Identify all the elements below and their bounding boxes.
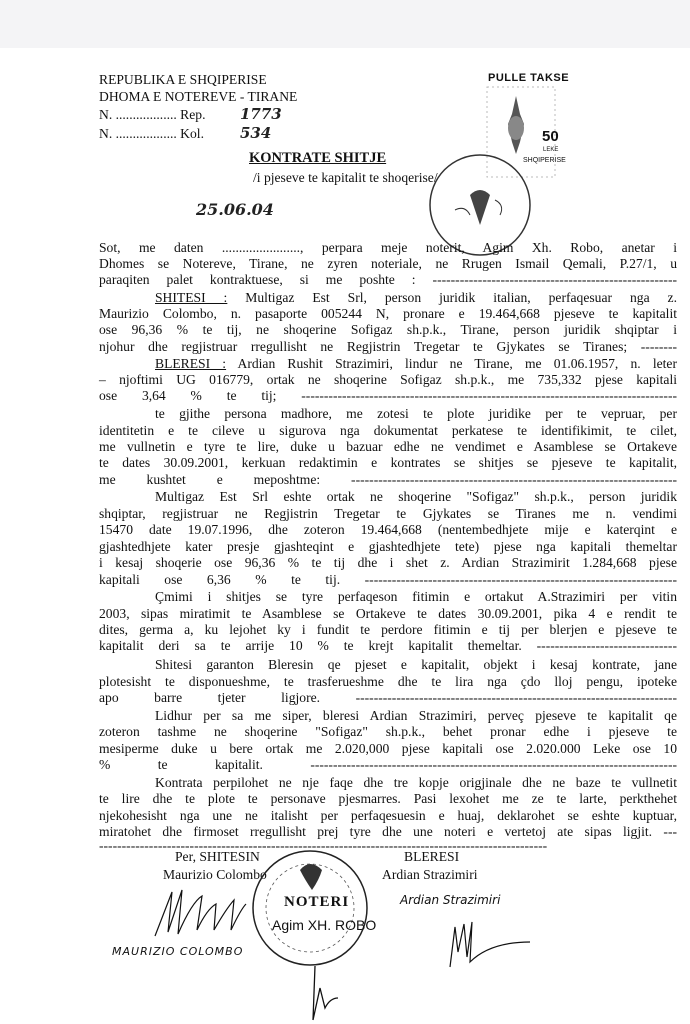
contract-line xyxy=(155,356,677,372)
rep-number-handwritten: 1773 xyxy=(240,105,282,123)
line-text: apo barre tjeter ligjore. ----------------------------------------------------------------------- xyxy=(99,690,677,705)
contract-line xyxy=(155,589,677,605)
line-text: i kesaj shoqerie ose 96,36 % te tij dhe i shet z. Ardian Strazimirit 1.284,668 pjese xyxy=(99,555,677,570)
line-text: Shitesi garanton Bleresin qe pjeset e kapitalit, objekt i kesaj kontrate, jane xyxy=(155,657,677,672)
rep-number-label: N. .................. Rep. xyxy=(99,107,206,122)
document-title: KONTRATE SHITJE xyxy=(249,150,387,166)
line-text: gjashtedhjete kater presje gjashteqint e gjashtedhjete tete) pjese nga kapitali themeltar xyxy=(99,539,677,554)
contract-line xyxy=(99,572,677,588)
line-text: zoteron tashme ne shoqerine "Sofigaz" sh.p.k., behet pronar edhe i pjeseve te xyxy=(99,724,677,739)
kol-number-handwritten: 534 xyxy=(240,124,272,142)
contract-line xyxy=(99,539,677,555)
line-text: % te kapitalit. --------------------------------------------------------------------------------- xyxy=(99,757,677,772)
contract-line xyxy=(155,708,677,724)
contract-line xyxy=(155,775,677,791)
line-text: njohur dhe regjistruar rregullisht ne Regjistrin Tregetar te Gjykates se Tiranes; -------- xyxy=(99,339,677,354)
line-text: miratohet dhe firmoset rregullisht prej tyre dhe une noteri e vertetoj ate sipas ligjit. --- xyxy=(99,824,677,839)
line-text: njekohesisht nga une ne italisht per perfaqesuesin e huaj, deklarohet se eshte kuptuar, xyxy=(99,808,677,823)
contract-line xyxy=(99,757,677,773)
line-text: – njoftimi UG 016779, ortak ne shoqerine Sofigaz sh.p.k., me 735,332 pjese kapitali xyxy=(99,372,677,387)
line-text: Multigaz Est Srl eshte ortak ne shoqerine "Sofigaz" sh.p.k., person juridik xyxy=(155,489,677,504)
tax-stamp-value: 50 xyxy=(542,128,559,145)
contract-line xyxy=(155,406,677,422)
line-text: dites, germa a, ku lejohet ky i fundit te perdore fitimin e tij per blerjen e pjeseve te xyxy=(99,622,677,637)
contract-line xyxy=(99,339,677,355)
seller-label: Per, SHITESIN xyxy=(175,849,260,864)
line-text: Kontrata perpilohet ne nje faqe dhe tre kopje origjinale dhe ne baze te vullnetit xyxy=(155,775,677,790)
notary-stamp-title: NOTERI xyxy=(284,894,350,910)
line-text: kapitalit deri sa te arrije 10 % te krejt kapitalit themeltar. ------------------------------- xyxy=(99,638,677,653)
tax-stamp-currency: LEKE xyxy=(543,147,559,153)
tax-stamp-country: SHQIPERISE xyxy=(523,157,566,164)
buyer-label: BLERESI xyxy=(404,849,460,864)
line-text: shqiptar, regjistruar ne Regjistrin Tregetar te Gjykates se Tiranes me n. vendimi xyxy=(99,506,677,521)
contract-line xyxy=(99,240,677,256)
line-text: te lire dhe te plote te personave pjesmarres. Pasi lexohet me ze te larte, perkthehet xyxy=(99,791,677,806)
contract-line xyxy=(99,808,677,824)
line-text: identitetin e te cileve u sigurova nga dokumentat perkatese te identifikimit, te cilet, xyxy=(99,423,677,438)
contract-line xyxy=(99,638,677,654)
contract-line xyxy=(99,724,677,740)
line-text: Multigaz Est Srl, person juridik italian, perfaqesuar nga z. xyxy=(227,290,677,305)
contract-line xyxy=(99,622,677,638)
notary-stamp-name: Agim XH. ROBO xyxy=(272,917,377,933)
contract-line xyxy=(99,372,677,388)
contract-line xyxy=(99,455,677,471)
contract-line xyxy=(99,439,677,455)
line-text: me kushtet e meposhtme: ------------------------------------------------------------------------ xyxy=(99,472,677,487)
contract-line xyxy=(99,506,677,522)
contract-line xyxy=(99,423,677,439)
contract-line xyxy=(155,290,677,306)
line-text: 2003, sipas miratimit te Asamblese se Ortakeve te dates 30.09.2001, pika 4 e rendit te xyxy=(99,606,677,621)
contract-line xyxy=(99,555,677,571)
buyer-handwritten-name: Ardian Strazimiri xyxy=(400,893,501,907)
line-text: Lidhur per sa me siper, bleresi Ardian Strazimiri, perveç pjeseve te kapitalit qe xyxy=(155,708,677,723)
line-text: plotesisht te disponueshme, te trasferueshme dhe te lira nga çdo lloj pengu, ipoteke xyxy=(99,674,677,689)
contract-line xyxy=(99,256,677,272)
line-text: ose 3,64 % te tij; ----------------------------------------------------------------------------------- xyxy=(99,388,677,403)
top-band xyxy=(0,0,690,48)
tax-stamp-label: PULLE TAKSE xyxy=(488,72,570,84)
contract-line xyxy=(99,472,677,488)
contract-line xyxy=(99,272,677,288)
line-text: Çmimi i shitjes se tyre perfaqeson fitimin e ortakut A.Strazimiri per vitin xyxy=(155,589,677,604)
line-text: 15470 date 19.07.1996, dhe zoteron 19.464,668 (nentembedhjete mije e katerqint e xyxy=(99,522,677,537)
contract-line xyxy=(99,306,677,322)
contract-line xyxy=(99,322,677,338)
contract-line xyxy=(99,606,677,622)
line-text: me vullnetin e tyre te lire, duke u bazuar edhe ne vendimet e Asamblese se Ortakeve xyxy=(99,439,677,454)
contract-line xyxy=(99,522,677,538)
contract-line xyxy=(99,741,677,757)
seller-handwritten-name: MAURIZIO COLOMBO xyxy=(112,945,244,958)
line-text: paraqiten palet kontraktuese, si me poshte : ------------------------------------------------------ xyxy=(99,272,677,287)
seller-name: Maurizio Colombo xyxy=(163,867,267,882)
line-text: Dhomes se Notereve, Tirane, ne zyren noteriale, ne Rrugen Ismail Qemali, P.27/1, u xyxy=(99,256,677,271)
header-chamber: DHOMA E NOTEREVE - TIRANE xyxy=(99,89,298,104)
contract-line xyxy=(99,791,677,807)
date-handwritten: 25.06.04 xyxy=(196,200,274,219)
buyer-name: Ardian Strazimiri xyxy=(382,867,478,882)
line-text: ose 96,36 % te tij, ne shoqerine Sofigaz sh.p.k., Tirane, person juridik shqiptar i xyxy=(99,322,677,337)
header-republic: REPUBLIKA E SHQIPERISE xyxy=(99,72,267,87)
line-text: mesiperme duke u bere ortak me 2.020,000 pjese kapitali ose 2.020.000 Leke ose 10 xyxy=(99,741,677,756)
notary-stamp-icon xyxy=(250,848,375,1024)
line-text: --------------------------------------------------------------------------------------------------- xyxy=(99,838,548,853)
contract-line xyxy=(99,690,677,706)
kol-number-label: N. .................. Kol. xyxy=(99,126,204,141)
contract-line xyxy=(155,657,677,673)
contract-line xyxy=(99,388,677,404)
document-subtitle: /i pjeseve te kapitalit te shoqerise/ xyxy=(253,170,438,185)
buyer-signature-icon xyxy=(440,912,540,972)
line-text: te gjithe persona madhore, me zotesi te plote juridike per te vepruar, per xyxy=(155,406,677,421)
line-text: kapitali ose 6,36 % te tij. --------------------------------------------------------------------- xyxy=(99,572,677,587)
party-label: SHITESI : xyxy=(155,290,228,305)
contract-line xyxy=(155,489,677,505)
contract-line xyxy=(99,674,677,690)
seller-signature-icon xyxy=(150,884,250,939)
line-text: Sot, me daten ......................., perpara meje noterit, Agim Xh. Robo, anetar i xyxy=(99,240,677,255)
party-label: BLERESI : xyxy=(155,356,227,371)
line-text: Ardian Rushit Strazimiri, lindur ne Tirane, me 01.06.1957, n. leter xyxy=(226,356,677,371)
line-text: te dates 30.09.2001, kerkuan redaktimin e kontrates se shitjes se pjeseve te kapitalit, xyxy=(99,455,677,470)
line-text: Maurizio Colombo, n. pasaporte 005244 N, pronare e 19.464,668 pjeseve te kapitalit xyxy=(99,306,677,321)
